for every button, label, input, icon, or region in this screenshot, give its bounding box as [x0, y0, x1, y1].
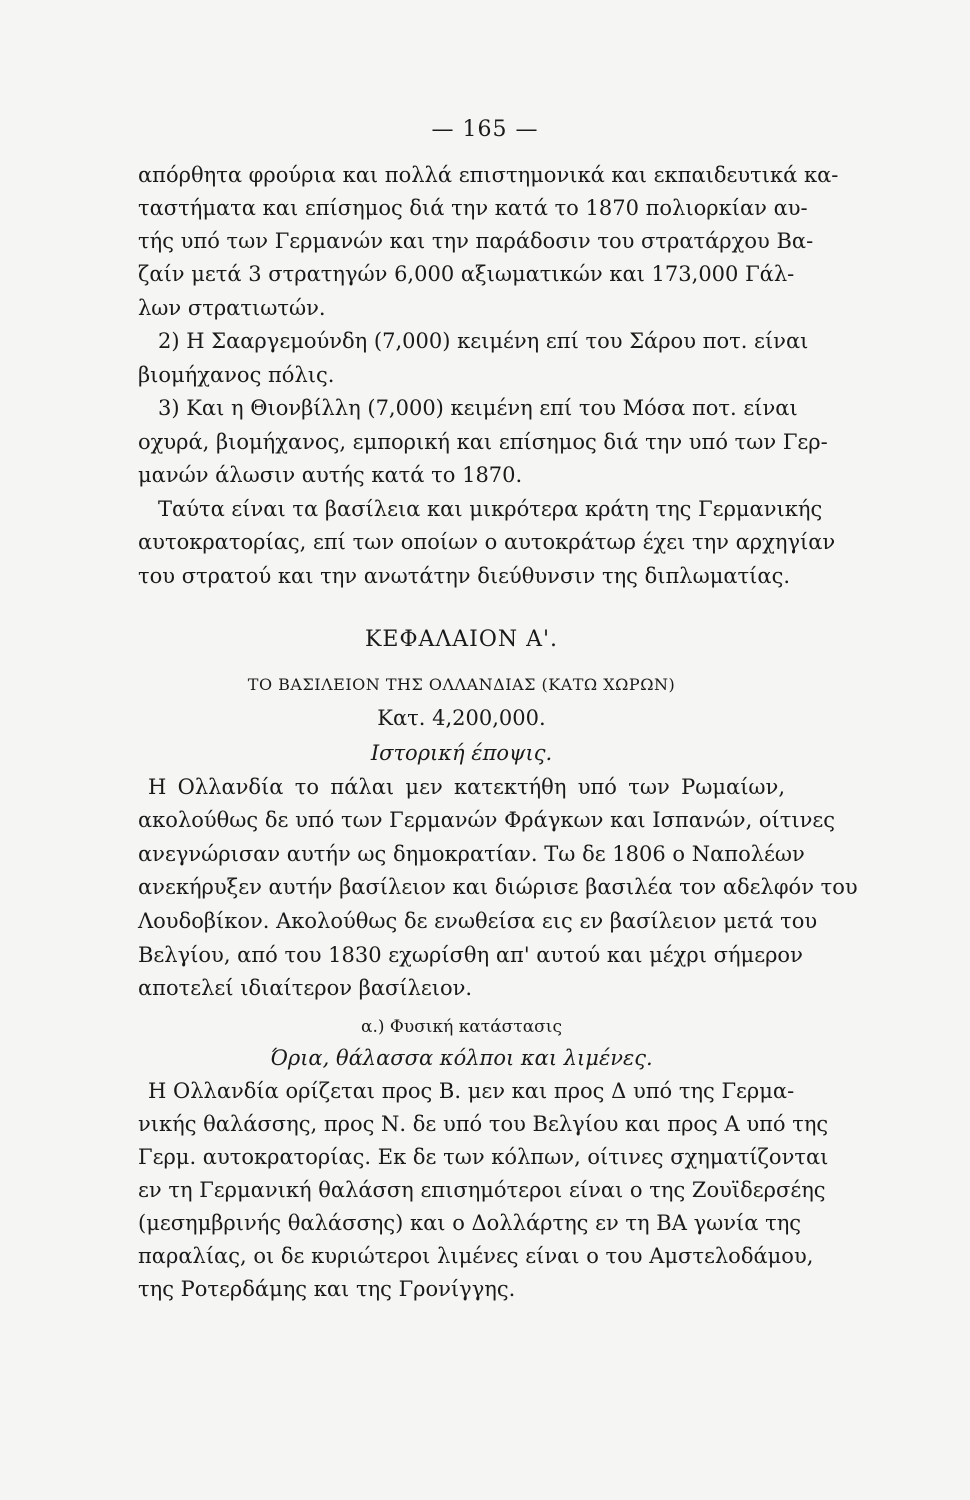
text-line: (μεσημβρινής θαλάσσης) και ο Δολλάρτης εν τη ΒΑ γωνία της: [138, 1211, 802, 1235]
text-line: τής υπό των Γερμανών και την παράδοσιν του στρατάρχου Βα-: [138, 229, 814, 253]
text-line: Βελγίου, από του 1830 εχωρίσθη απ' αυτού και μέχρι σήμερον: [138, 943, 803, 967]
text-line: 2) Η Σααργεμούνδη (7,000) κειμένη επί του Σάρου ποτ. είναι: [158, 329, 809, 353]
text-line: 3) Και η Θιονβίλλη (7,000) κειμένη επί του Μόσα ποτ. είναι: [158, 396, 798, 420]
text-line: ακολούθως δε υπό των Γερμανών Φράγκων και Ισπανών, οίτινες: [138, 808, 836, 832]
text-line: Η Ολλανδία ορίζεται προς Β. μεν και προς Δ υπό της Γερμα-: [148, 1079, 795, 1103]
text-line: ταστήματα και επίσημος διά την κατά το 1870 πολιορκίαν αυ-: [138, 196, 808, 220]
text-line: λων στρατιωτών.: [138, 296, 326, 320]
text-line: Η Ολλανδία το πάλαι μεν κατεκτήθη υπό των Ρωμαίων,: [148, 775, 785, 799]
section-title-history: Ιστορική έποψις.: [370, 741, 553, 765]
text-line: του στρατού και την ανωτάτην διεύθυνσιν της διπλωματίας.: [138, 564, 791, 588]
text-line: οχυρά, βιομήχανος, εμπορική και επίσημος διά την υπό των Γερ-: [138, 430, 828, 454]
text-line: εν τη Γερμανική θαλάσση επισημότεροι είναι ο της Ζουϊδερσέης: [138, 1178, 826, 1202]
text-line: αποτελεί ιδιαίτερον βασίλειον.: [138, 976, 473, 1000]
text-line: απόρθητα φρούρια και πολλά επιστημονικά και εκπαιδευτικά κα-: [138, 163, 839, 187]
text-line: Ταύτα είναι τα βασίλεια και μικρότερα κράτη της Γερμανικής: [158, 497, 823, 521]
chapter-subtitle: ΤΟ ΒΑΣΙΛΕΙΟΝ ΤΗΣ ΟΛΛΑΝΔΙΑΣ (ΚΑΤΩ ΧΩΡΩΝ): [247, 675, 676, 694]
text-line: ανεκήρυξεν αυτήν βασίλειον και διώρισε βασιλέα τον αδελφόν του: [138, 875, 858, 899]
text-line: νικής θαλάσσης, προς Ν. δε υπό του Βελγίου και προς Α υπό της: [138, 1112, 829, 1136]
text-line: παραλίας, οι δε κυριώτεροι λιμένες είναι ο του Αμστελοδάμου,: [138, 1244, 814, 1268]
page-number: — 165 —: [431, 117, 539, 142]
text-line: της Ροτερδάμης και της Γρονίγγης.: [138, 1277, 516, 1301]
text-line: Γερμ. αυτοκρατορίας. Εκ δε των κόλπων, οίτινες σχηματίζονται: [138, 1145, 829, 1169]
text-line: ζαίν μετά 3 στρατηγών 6,000 αξιωματικών και 173,000 Γάλ-: [138, 262, 795, 286]
population-line: Κατ. 4,200,000.: [377, 706, 546, 730]
text-line: Λουδοβίκον. Ακολούθως δε ενωθείσα εις εν βασίλειον μετά του: [138, 909, 818, 933]
chapter-title: ΚΕΦΑΛΑΙΟΝ Α'.: [364, 627, 559, 652]
section-title-borders: Όρια, θάλασσα κόλποι και λιμένες.: [270, 1046, 653, 1070]
text-line: βιομήχανος πόλις.: [138, 363, 335, 387]
text-line: αυτοκρατορίας, επί των οποίων ο αυτοκράτωρ έχει την αρχηγίαν: [138, 530, 836, 554]
section-title-physical: α.) Φυσική κατάστασις: [361, 1017, 562, 1037]
text-line: μανών άλωσιν αυτής κατά το 1870.: [138, 463, 523, 487]
text-line: ανεγνώρισαν αυτήν ως δημοκρατίαν. Τω δε 1806 ο Ναπολέων: [138, 842, 805, 866]
